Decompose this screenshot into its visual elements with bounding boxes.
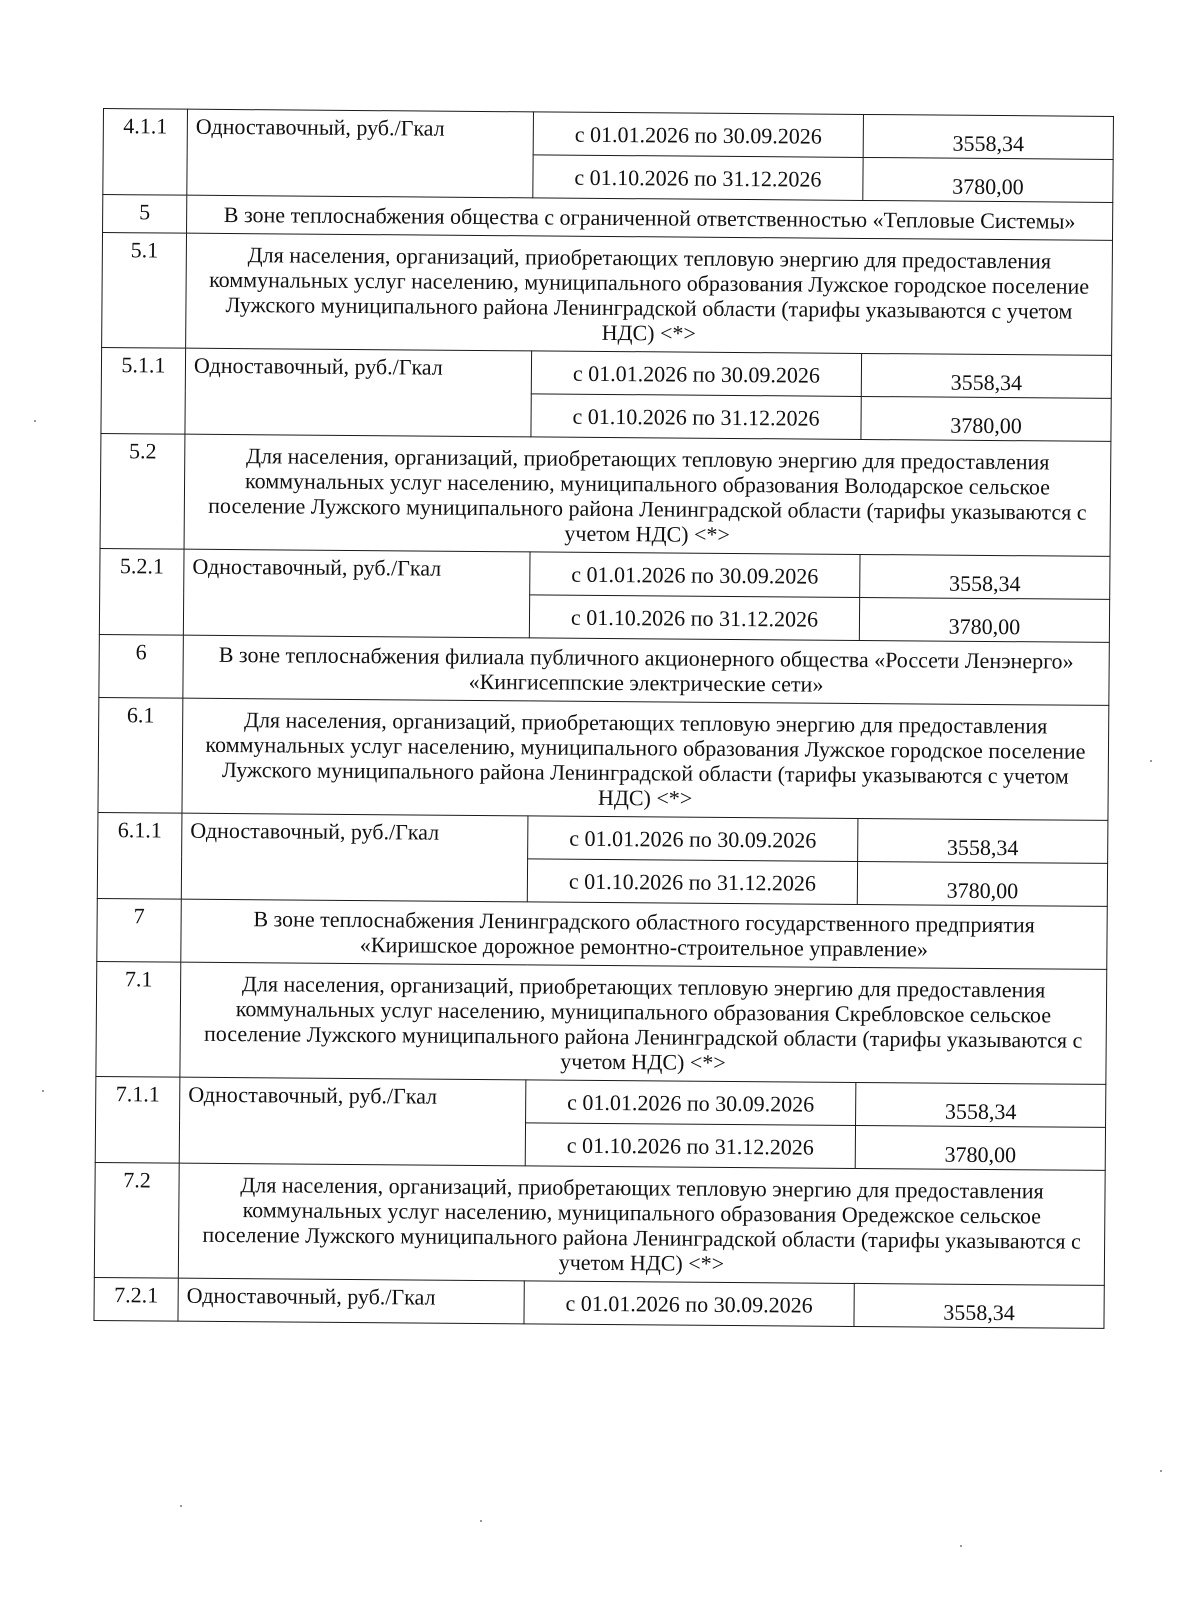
row-number: 6.1: [98, 697, 183, 813]
row-number: 5.1: [102, 233, 187, 349]
tariff-type: Одноставочный, руб./Гкал: [181, 813, 528, 902]
scan-speck: [1160, 1470, 1162, 1472]
tariff-value: 3558,34: [856, 1082, 1106, 1127]
table-row: [94, 1162, 1105, 1285]
table-row: [96, 961, 1107, 1084]
row-number: 6.1.1: [97, 812, 182, 899]
table-row: [98, 812, 1108, 863]
row-number: 5: [103, 195, 187, 234]
row-number: 7.1: [96, 961, 181, 1077]
scan-speck: [34, 420, 36, 422]
period: с 01.01.2026 по 30.09.2026: [530, 552, 860, 598]
tariff-type: Одноставочный, руб./Гкал: [179, 1077, 526, 1166]
scan-speck: [960, 1545, 962, 1547]
tariff-value: 3780,00: [855, 1125, 1105, 1170]
zone-heading: В зоне теплоснабжения общества с ограниченной ответственностью «Тепловые Системы»: [187, 195, 1113, 240]
table-row: [94, 1277, 1104, 1328]
tariff-value: 3558,34: [858, 818, 1108, 863]
row-number: 7.1.1: [95, 1076, 180, 1163]
row-number: 7: [97, 898, 181, 962]
consumer-group-heading: Для населения, организаций, приобретающих тепловую энергию для предоставления коммунальных услуг населению, муниципального образования Скребловское сельское поселение Лужского муниципального района Ленинградской области (тарифы указываются с учетом НДС) <*>: [180, 962, 1107, 1084]
tariff-table: [93, 108, 1113, 1329]
scan-speck: [180, 1505, 182, 1507]
table-row: [97, 898, 1107, 969]
tariff-value: 3780,00: [863, 157, 1113, 202]
scan-speck: [1150, 760, 1152, 762]
table-row: [100, 433, 1111, 556]
table-row: [103, 109, 1113, 160]
table-row: [98, 697, 1109, 820]
period: с 01.01.2026 по 30.09.2026: [531, 351, 861, 397]
table-row: [102, 233, 1113, 356]
tariff-value: 3558,34: [854, 1283, 1104, 1328]
consumer-group-heading: Для населения, организаций, приобретающих тепловую энергию для предоставления коммунальных услуг населению, муниципального образования Володарское сельское поселение Лужского муниципального района Ленинградской области (тарифы указываются с учетом НДС) <*>: [184, 434, 1111, 556]
period: с 01.10.2026 по 31.12.2026: [527, 859, 857, 905]
period: с 01.01.2026 по 30.09.2026: [528, 816, 858, 862]
tariff-value: 3558,34: [860, 554, 1110, 599]
period: с 01.01.2026 по 30.09.2026: [526, 1080, 856, 1126]
zone-heading: В зоне теплоснабжения филиала публичного акционерного общества «Россети Ленэнерго» «Кингисеппские электрические сети»: [183, 635, 1109, 705]
period: с 01.01.2026 по 30.09.2026: [533, 112, 863, 158]
zone-heading: В зоне теплоснабжения Ленинградского областного государственного предприятия «Киришское дорожное ремонтно-строительное управление»: [181, 899, 1107, 969]
tariff-type: Одноставочный, руб./Гкал: [183, 549, 530, 638]
period: с 01.10.2026 по 31.12.2026: [529, 595, 859, 641]
row-number: 5.2: [100, 433, 185, 549]
consumer-group-heading: Для населения, организаций, приобретающих тепловую энергию для предоставления коммунальных услуг населению, муниципального образования Оредежское сельское поселение Лужского муниципального района Ленинградской области (тарифы указываются с учетом НДС) <*>: [178, 1163, 1105, 1285]
row-number: 7.2: [94, 1162, 179, 1278]
row-number: 4.1.1: [103, 109, 188, 196]
table-row: [99, 634, 1109, 705]
consumer-group-heading: Для населения, организаций, приобретающих тепловую энергию для предоставления коммунальных услуг населению, муниципального образования Лужское городское поселение Лужского муниципального района Ленинградской области (тарифы указываются с учетом НДС) <*>: [182, 698, 1109, 820]
row-number: 6: [99, 634, 183, 698]
tariff-value: 3780,00: [859, 597, 1109, 642]
scan-speck: [480, 1520, 482, 1522]
period: с 01.10.2026 по 31.12.2026: [531, 394, 861, 440]
tariff-value: 3780,00: [861, 396, 1111, 441]
table-row: [101, 347, 1111, 398]
row-number: 5.1.1: [101, 347, 186, 434]
scan-speck: [42, 1090, 44, 1092]
tariff-type: Одноставочный, руб./Гкал: [185, 348, 532, 437]
tariff-value: 3558,34: [863, 114, 1113, 159]
row-number: 5.2.1: [99, 548, 184, 635]
tariff-type: Одноставочный, руб./Гкал: [187, 109, 534, 198]
period: с 01.01.2026 по 30.09.2026: [524, 1281, 854, 1327]
period: с 01.10.2026 по 31.12.2026: [525, 1123, 855, 1169]
tariff-type: Одноставочный, руб./Гкал: [178, 1278, 524, 1324]
table-row: [96, 1076, 1106, 1127]
tariff-value: 3558,34: [861, 353, 1111, 398]
tariff-value: 3780,00: [857, 861, 1107, 906]
table-row: [100, 548, 1110, 599]
row-number: 7.2.1: [94, 1277, 178, 1321]
consumer-group-heading: Для населения, организаций, приобретающих тепловую энергию для предоставления коммунальных услуг населению, муниципального образования Лужское городское поселение Лужского муниципального района Ленинградской области (тарифы указываются с учетом НДС) <*>: [186, 233, 1113, 355]
period: с 01.10.2026 по 31.12.2026: [533, 155, 863, 201]
